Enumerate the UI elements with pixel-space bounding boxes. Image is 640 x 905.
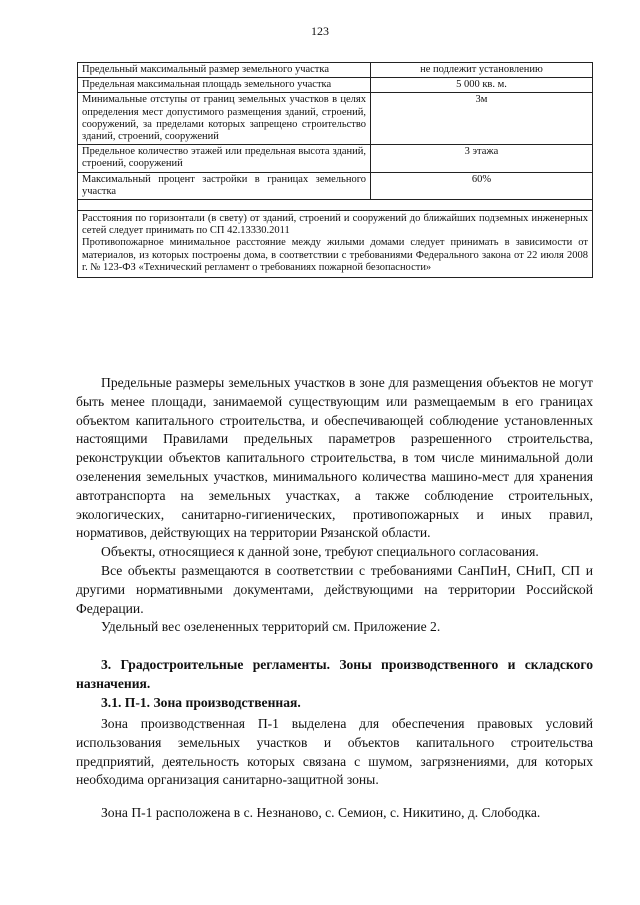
- table-row: [78, 145, 593, 172]
- param-label: Предельная максимальная площадь земельного участка: [78, 78, 371, 93]
- table-notes-row: [78, 211, 593, 278]
- section-heading: 3. Градостроительные регламенты. Зоны производственного и складского назначения.: [76, 657, 593, 691]
- note-line: Противопожарное минимальное расстояние между жилыми домами следует принимать в зависимости от материалов, из которых построены дома, в соответствии с требованиями Федерального закона от 22 июля 2008 г. № 123-ФЗ «Технический регламент о требованиях пожарной безопасности»: [82, 237, 588, 273]
- param-value: 3 этажа: [371, 145, 593, 172]
- zone-description: Зона производственная П-1 выделена для обеспечения правовых условий использования земельных участков и объектов капитального строительства предприятий, деятельность которых связана с шумом, загрязнениями, для которых необходима организация санитарно-защитной зоны.: [76, 716, 593, 788]
- zone-location: Зона П-1 расположена в с. Незнаново, с. Семион, с. Никитино, д. Слободка.: [101, 805, 541, 820]
- table-spacer-row: [78, 200, 593, 211]
- paragraph: Предельные размеры земельных участков в зоне для размещения объектов не могут быть менее площади, занимаемой существующим или размещаемым в его границах объектом капитального строительства, и обеспечивающей соблюдение установленных настоящими Правилами предельных параметров разрешенного строительства, реконструкции объектов капитального строительства, в том числе минимальной доли озеленения земельных участков, минимального количества машино-мест для хранения автотранспорта на земельных участках, а также соблюдение строительных, экологических, санитарно-гигиенических, противопожарных и иных правил, нормативов, действующих на территории Рязанской области.: [76, 375, 593, 541]
- subsection-heading: 3.1. П-1. Зона производственная.: [101, 695, 301, 710]
- table-row: [78, 63, 593, 78]
- body-text: [76, 374, 593, 637]
- note-line: Расстояния по горизонтали (в свету) от зданий, строений и сооружений до ближайших подземных инженерных сетей следует принимать по СП 42.13330.2011: [82, 213, 588, 237]
- param-value: 3м: [371, 93, 593, 145]
- table-row: [78, 172, 593, 199]
- param-value: 5 000 кв. м.: [371, 78, 593, 93]
- paragraph: Удельный вес озелененных территорий см. Приложение 2.: [101, 619, 441, 635]
- param-label: Предельное количество этажей или предельная высота зданий, строений, сооружений: [78, 145, 371, 172]
- table-row: [78, 93, 593, 145]
- page-number: 123: [311, 24, 329, 38]
- param-label: Предельный максимальный размер земельного участка: [78, 63, 371, 78]
- paragraph: Объекты, относящиеся к данной зоне, требуют специального согласования.: [101, 544, 539, 560]
- table-notes: [78, 211, 593, 278]
- param-label: Минимальные отступы от границ земельных участков в целях определения мест допустимого размещения зданий, строений, сооружений, за пределами которых запрещено строительство зданий, строений, сооружений: [78, 93, 371, 145]
- param-value: 60%: [371, 172, 593, 199]
- param-label: Максимальный процент застройки в границах земельного участка: [78, 172, 371, 199]
- param-value: не подлежит установлению: [371, 63, 593, 78]
- parameters-table: [77, 62, 593, 278]
- table-spacer-cell: [78, 200, 593, 211]
- paragraph: Все объекты размещаются в соответствии с требованиями СанПиН, СНиП, СП и другими нормативными документами, действующими на территории Российской Федерации.: [76, 562, 593, 616]
- table-row: [78, 78, 593, 93]
